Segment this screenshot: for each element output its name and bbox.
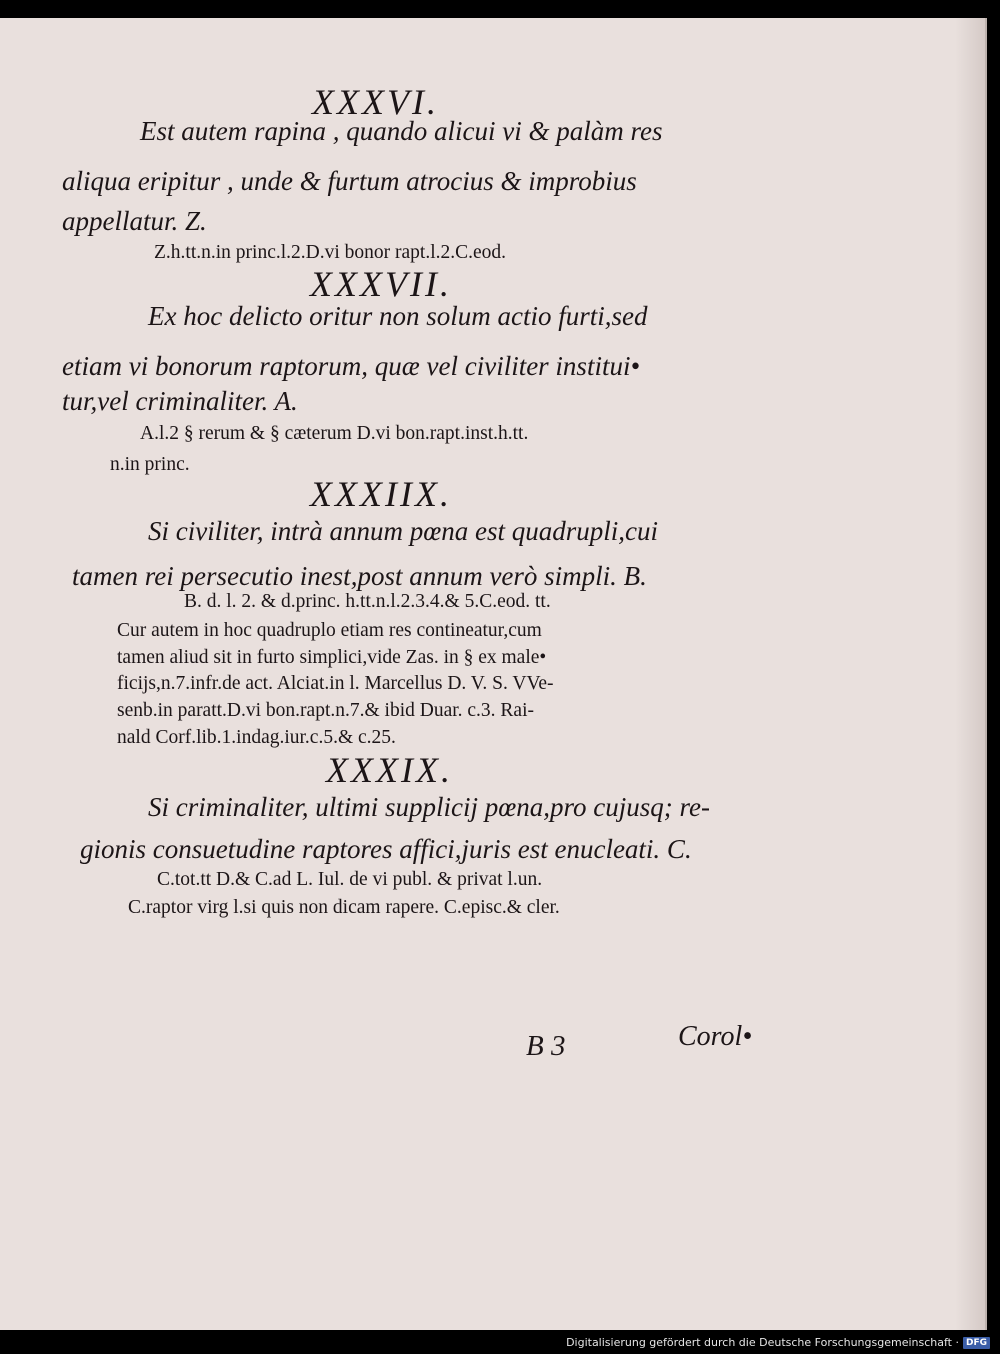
- note-line: A.l.2 § rerum & § cæterum D.vi bon.rapt.inst.h.tt.: [140, 423, 529, 444]
- dfg-logo: DFG: [963, 1337, 990, 1349]
- note-line: B. d. l. 2. & d.princ. h.tt.n.l.2.3.4.& 5.C.eod. tt.: [184, 591, 551, 612]
- body-line: etiam vi bonorum raptorum, quæ vel civiliter institui•: [62, 351, 640, 381]
- body-line: aliqua eripitur , unde & furtum atrocius & improbius: [62, 166, 637, 196]
- body-line: Ex hoc delicto oritur non solum actio furti,sed: [148, 301, 648, 331]
- body-line: Est autem rapina , quando alicui vi & palàm res: [140, 116, 663, 146]
- body-line: tur,vel criminaliter. A.: [62, 386, 298, 416]
- note-line: C.raptor virg l.si quis non dicam rapere. C.episc.& cler.: [128, 897, 560, 918]
- credit-text: Digitalisierung gefördert durch die Deutsche Forschungsgemeinschaft ·: [566, 1336, 959, 1349]
- note-line: ficijs,n.7.infr.de act. Alciat.in l. Marcellus D. V. S. VVe-: [117, 673, 554, 694]
- note-line: C.tot.tt D.& C.ad L. Iul. de vi publ. & privat l.un.: [157, 869, 543, 890]
- body-line: Si criminaliter, ultimi supplicij pœna,pro cujusq; re-: [148, 792, 710, 822]
- section-heading: XXXIX.: [326, 750, 453, 790]
- section-heading: XXXIIX.: [310, 474, 452, 514]
- catchword: Corol•: [678, 1021, 753, 1052]
- note-line: n.in princ.: [110, 454, 190, 475]
- body-line: tamen rei persecutio inest,post annum verò simpli. B.: [72, 561, 647, 591]
- note-line: tamen aliud sit in furto simplici,vide Zas. in § ex male•: [117, 647, 547, 668]
- book-page: [0, 18, 987, 1330]
- section-heading: XXXVI.: [312, 82, 439, 122]
- note-line: senb.in paratt.D.vi bon.rapt.n.7.& ibid Duar. c.3. Rai-: [117, 700, 535, 721]
- section-heading: XXXVII.: [310, 264, 452, 304]
- body-line: gionis consuetudine raptores affici,juris est enucleati. C.: [80, 834, 692, 864]
- note-line: Z.h.tt.n.in princ.l.2.D.vi bonor rapt.l.2.C.eod.: [154, 242, 507, 263]
- note-line: nald Corf.lib.1.indag.iur.c.5.& c.25.: [117, 727, 396, 748]
- body-line: appellatur. Z.: [62, 206, 207, 236]
- body-line: Si civiliter, intrà annum pœna est quadrupli,cui: [148, 516, 658, 546]
- signature-mark: B 3: [526, 1030, 566, 1062]
- note-line: Cur autem in hoc quadruplo etiam res contineatur,cum: [117, 620, 542, 641]
- footer-credit: [566, 1336, 990, 1349]
